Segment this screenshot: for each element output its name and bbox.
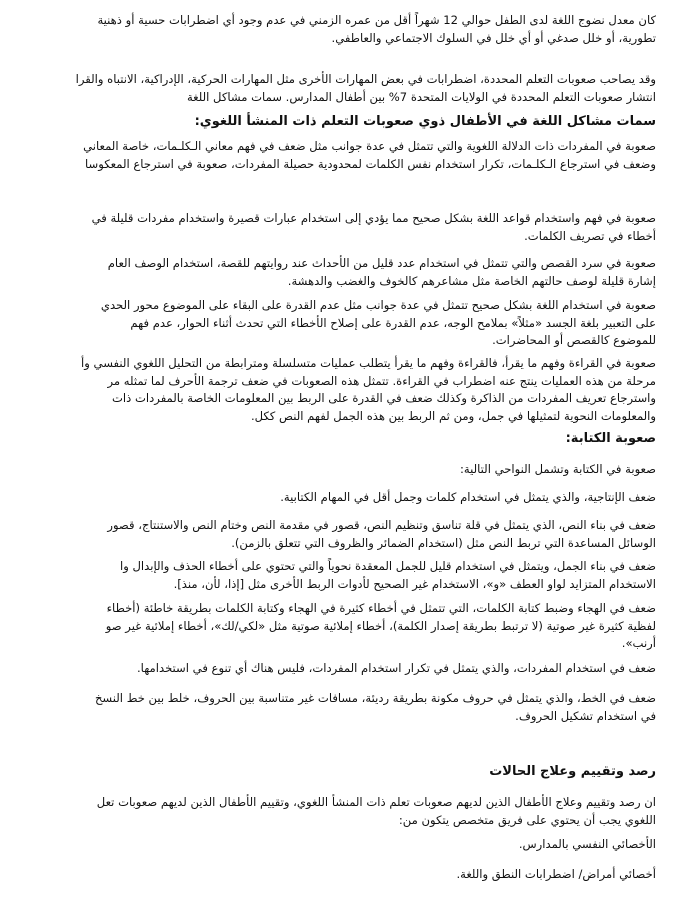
text-line: مرحلة من هذه العمليات ينتج عنه اضطراب في القراءة. تتمثل هذه الصعوبات في ضعف ترجمة الأحرف لما تمثله مر bbox=[107, 373, 656, 388]
text-line: صعوبة في القراءة وفهم ما يقرأ، فالقراءة وفهم ما يقرأ يتطلب عمليات متسلسلة ومترابطة من التحليل اللغوي النفسي وأ bbox=[81, 356, 656, 370]
pragmatics-difficulty-paragraph bbox=[0, 297, 656, 350]
text-line: انتشار صعوبات التعلم المحددة في الولايات المتحدة 7% بين أطفال المدارس. سمات مشاكل اللغة bbox=[186, 89, 656, 104]
text-line: أرنب». bbox=[621, 636, 656, 651]
text-line: للموضوع كالقصص أو المحاضرات. bbox=[492, 333, 656, 348]
text-line: ضعف في الهجاء وضبط كتابة الكلمات، التي تتمثل في أخطاء كثيرة في الهجاء وكتابة الكلمات بطريقة خاطئة (أخطاء bbox=[106, 601, 656, 615]
text-line: الوسائل المساعدة التي تربط النص مثل (استخدام الضمائر والظروف التي تتعلق بالزمن). bbox=[231, 535, 656, 550]
text-line: ضعف الإنتاجية، والذي يتمثل في استخدام كلمات وجمل أقل في المهام الكتابية. bbox=[280, 490, 656, 504]
writing-lead-paragraph bbox=[0, 461, 656, 479]
list-item: الأخصائي النفسي بالمدارس. bbox=[518, 837, 656, 851]
section-heading-writing: صعوبة الكتابة: bbox=[565, 431, 656, 446]
text-line: لفظية كثيرة غير صوتية (لا ترتبط بطريقة إصدار الكلمة)، أخطاء إملائية صوتية مثل «لكي/لك»، أخطاء إملائية غير صو bbox=[105, 618, 656, 633]
text-line: وضعف في استرجاع الـكلـمات، تكرار استخدام نفس الكلمات لمحدودية حصيلة المفردات، صعوبة في استرجاع المعكوسا bbox=[85, 156, 656, 171]
text-line: واسترجاع تعريف المفردات من الذاكرة وكذلك ضعف في القدرة على الربط بين المعلومات الخاصة بالمفردات ذات bbox=[112, 391, 656, 406]
text-line: تطورية، أو خلل صدغي أو أي خلل في السلوك الاجتماعي والعاطفي. bbox=[331, 30, 656, 45]
sentence-structure-weakness-paragraph bbox=[0, 558, 656, 593]
text-line: صعوبة في الكتابة وتشمل النواحي التالية: bbox=[459, 462, 656, 476]
team-member-speech-pathologist bbox=[0, 866, 656, 884]
text-line: وقد يصاحب صعوبات التعلم المحددة، اضطرابات في بعض المهارات الأخرى مثل المهارات الحركية، الإدراكية، الانتباه والقرا bbox=[75, 72, 656, 86]
text-line: ضعف في بناء الجمل، ويتمثل في استخدام قليل للجمل المعقدة نحوياً والتي تحتوي على أخطاء الحذف والإبدال وا bbox=[119, 559, 656, 573]
list-item: أخصائي أمراض/ اضطرابات النطق واللغة. bbox=[456, 867, 656, 881]
grammar-difficulty-paragraph bbox=[0, 210, 656, 245]
production-weakness-paragraph bbox=[0, 489, 656, 507]
associated-disorders-paragraph bbox=[0, 71, 656, 106]
section-heading-language-features: سمات مشاكل اللغة في الأطفال ذوي صعوبات التعلم ذات المنشأ اللغوي: bbox=[194, 114, 656, 129]
handwriting-weakness-paragraph bbox=[0, 690, 656, 725]
text-line: والمعلومات النحوية لتمثيلها في جمل، ومن ثم الربط بين هذه الجمل لفهم النص ككل. bbox=[250, 408, 656, 423]
text-line: ان رصد وتقييم وعلاج الأطفال الذين لديهم صعوبات تعلم ذات المنشأ اللغوي، وتقييم الأطفال الذين لديهم صعوبات تعل bbox=[96, 795, 656, 809]
text-line: الاستخدام المتزايد لواو العطف «و»، الاستخدام غير الصحيح لأدوات الربط الأخرى مثل [إذا، لأن، منذ]. bbox=[173, 576, 656, 591]
vocabulary-difficulty-paragraph bbox=[0, 138, 656, 173]
monitoring-paragraph bbox=[0, 794, 656, 829]
text-line: ضعف في بناء النص، الذي يتمثل في قلة تناسق وتنظيم النص، قصور في مقدمة النص وختام النص والاستنتاج، قصور bbox=[107, 518, 656, 532]
text-line: على التعبير بلغة الجسد «مثلاً» بملامح الوجه، عدم القدرة على إصلاح الأخطاء التي تحدث أثناء الحوار، عدم فهم bbox=[130, 315, 656, 330]
spelling-weakness-paragraph bbox=[0, 600, 656, 653]
text-line: صعوبة في المفردات ذات الدلالة اللغوية والتي تتمثل في عدة جوانب مثل ضعف في فهم معاني الـكلـمات، خاصة المعاني bbox=[83, 139, 656, 153]
vocabulary-use-weakness-paragraph bbox=[0, 660, 656, 678]
text-line: ضعف في استخدام المفردات، والذي يتمثل في تكرار استخدام المفردات، فليس هناك أي تنوع في استخدامها. bbox=[136, 661, 656, 675]
team-member-school-psychologist bbox=[0, 836, 656, 854]
text-line: اللغوي يجب أن يحتوي على فريق متخصص يتكون من: bbox=[398, 812, 656, 827]
section-heading-monitoring: رصد وتقييم وعلاج الحالات bbox=[489, 764, 656, 779]
text-line: إشارة قليلة لوصف حالتهم الخاصة مثل مشاعرهم كالخوف والغضب والدهشة. bbox=[287, 273, 656, 288]
text-line: في استخدام تشكيل الحروف. bbox=[515, 708, 656, 723]
text-line: أخطاء في تصريف الكلمات. bbox=[524, 228, 656, 243]
text-line: ضعف في الخط، والذي يتمثل في حروف مكونة بطريقة رديئة، مسافات غير متناسبة بين الحروف، خلط بين خط النسخ bbox=[94, 691, 656, 705]
text-structure-weakness-paragraph bbox=[0, 517, 656, 552]
narrative-difficulty-paragraph bbox=[0, 255, 656, 290]
intro-paragraph bbox=[0, 12, 656, 47]
text-line: صعوبة في استخدام اللغة بشكل صحيح تتمثل في عدة جوانب مثل عدم القدرة على البقاء على الموضوع محور الحدي bbox=[100, 298, 656, 312]
text-line: صعوبة في سرد القصص والتي تتمثل في استخدام عدد قليل من الأحداث عند روايتهم للقصة، استخدام الوصف العام bbox=[107, 256, 656, 270]
reading-difficulty-paragraph bbox=[0, 355, 656, 425]
text-line: صعوبة في فهم واستخدام قواعد اللغة بشكل صحيح مما يؤدي إلى استخدام عبارات قصيرة واستخدام مفردات قليلة في bbox=[91, 211, 656, 225]
text-line: كان معدل نضوج اللغة لدى الطفل حوالي 12 شهراً أقل من عمره الزمني في عدم وجود أي اضطرابات حسية أو ذهنية bbox=[97, 13, 656, 27]
